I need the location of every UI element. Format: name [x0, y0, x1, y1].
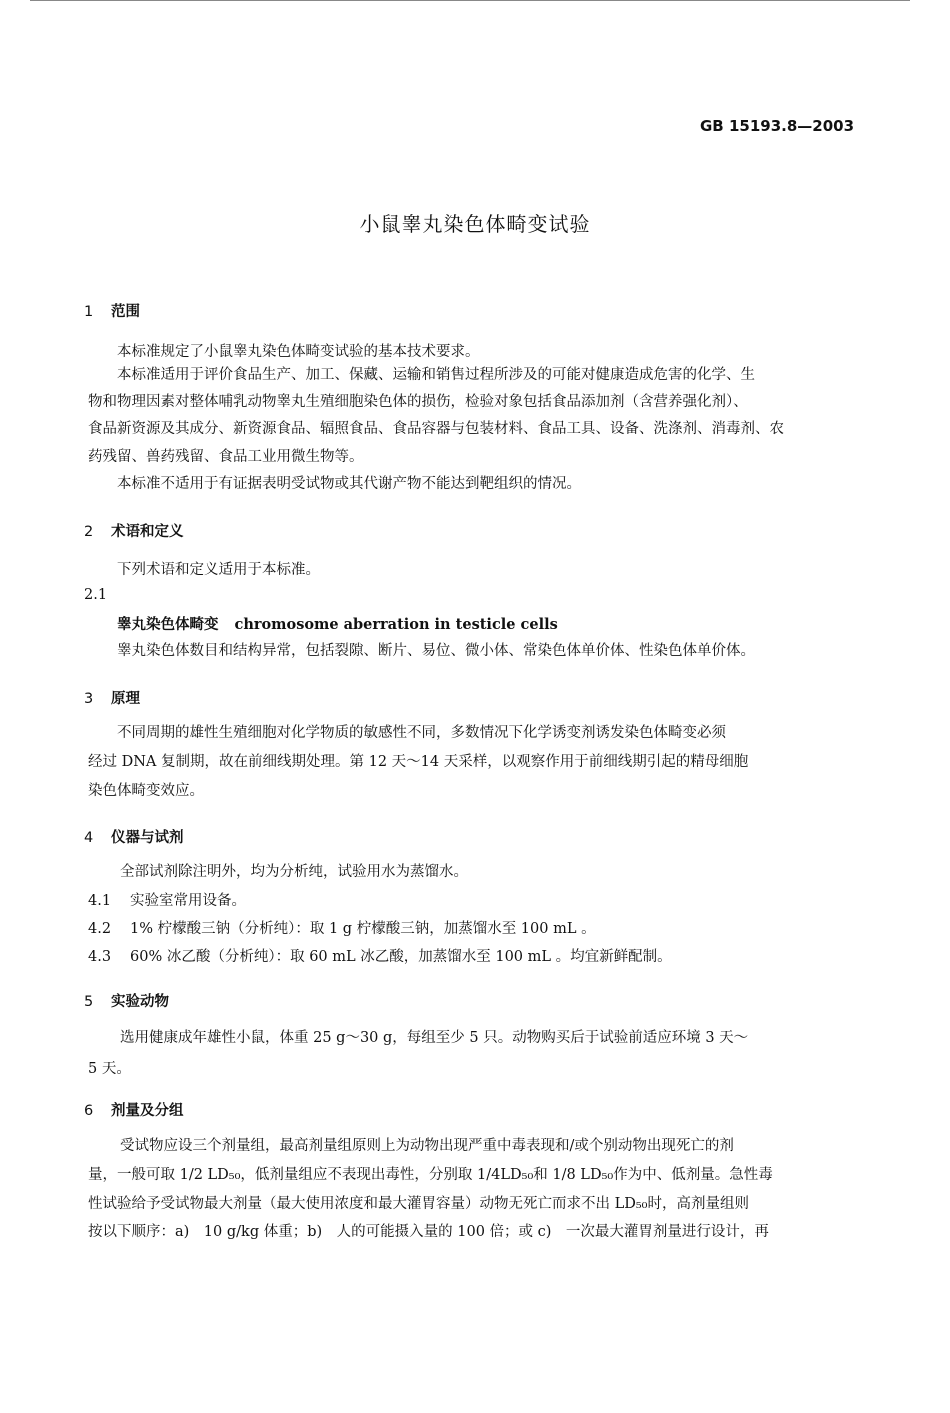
item-text: 实验室常用设备。 — [130, 893, 246, 909]
paragraph-line: 经过 DNA 复制期，故在前细线期处理。第 12 天～14 天采样，以观察作用于前细线期引起的精母细胞 — [88, 754, 749, 770]
paragraph-line: 物和物理因素对整体哺乳动物睾丸生殖细胞染色体的损伤，检验对象包括食品添加剂（含营养强化剂）、 — [88, 394, 748, 410]
scan-top-border — [30, 0, 910, 2]
document-title: 小鼠睾丸染色体畸变试验 — [359, 212, 591, 236]
section-2-heading — [84, 520, 184, 541]
section-4-heading — [84, 826, 184, 847]
term-definition: 睾丸染色体数目和结构异常，包括裂隙、断片、易位、微小体、常染色体单价体、性染色体单价体。 — [117, 643, 755, 659]
section-number: 6 — [84, 1103, 94, 1119]
paragraph-line: 本标准不适用于有证据表明受试物或其代谢产物不能达到靶组织的情况。 — [117, 476, 581, 492]
section-3-heading — [84, 687, 140, 708]
subsection-number: 2.1 — [84, 587, 108, 603]
paragraph-line: 不同周期的雄性生殖细胞对化学物质的敏感性不同，多数情况下化学诱变剂诱发染色体畸变必须 — [117, 725, 726, 741]
section-title: 实验动物 — [111, 994, 169, 1010]
section-title: 原理 — [111, 691, 140, 707]
standard-code: GB 15193.8—2003 — [700, 117, 855, 135]
item-text: 60% 冰乙酸（分析纯）：取 60 mL 冰乙酸，加蒸馏水至 100 mL 。均宜新鲜配制。 — [130, 949, 672, 965]
paragraph-line: 下列术语和定义适用于本标准。 — [117, 562, 320, 578]
term-english: chromosome aberration in testicle cells — [234, 616, 558, 633]
paragraph-line: 按以下顺序：a) 10 g/kg 体重；b) 人的可能摄入量的 100 倍；或 c) 一次最大灌胃剂量进行设计，再 — [88, 1224, 769, 1240]
term-chinese: 睾丸染色体畸变 — [117, 617, 219, 633]
section-title: 术语和定义 — [111, 524, 184, 540]
paragraph-line: 5 天。 — [88, 1061, 131, 1077]
item-number: 4.3 — [88, 949, 112, 965]
section-number: 1 — [84, 304, 94, 320]
section-title: 剂量及分组 — [111, 1103, 184, 1119]
paragraph-line: 选用健康成年雄性小鼠，体重 25 g～30 g，每组至少 5 只。动物购买后于试验前适应环境 3 天～ — [120, 1030, 749, 1046]
paragraph-line: 受试物应设三个剂量组，最高剂量组原则上为动物出现严重中毒表现和/或个别动物出现死亡的剂 — [120, 1138, 734, 1154]
list-item — [88, 889, 246, 910]
paragraph-line: 量，一般可取 1/2 LD₅₀，低剂量组应不表现出毒性，分别取 1/4LD₅₀和 1/8 LD₅₀作为中、低剂量。急性毒 — [88, 1167, 773, 1183]
section-number: 5 — [84, 994, 94, 1010]
paragraph-line: 本标准规定了小鼠睾丸染色体畸变试验的基本技术要求。 — [117, 344, 480, 360]
section-title: 范围 — [111, 304, 140, 320]
section-5-heading — [84, 990, 169, 1011]
item-number: 4.1 — [88, 893, 112, 909]
paragraph-line: 全部试剂除注明外，均为分析纯，试验用水为蒸馏水。 — [120, 864, 468, 880]
paragraph-line: 食品新资源及其成分、新资源食品、辐照食品、食品容器与包装材料、食品工具、设备、洗涤剂、消毒剂、农 — [88, 421, 784, 437]
section-1-heading — [84, 300, 140, 321]
paragraph-line: 药残留、兽药残留、食品工业用微生物等。 — [88, 449, 364, 465]
term-entry — [117, 613, 558, 634]
item-number: 4.2 — [88, 921, 112, 937]
section-number: 4 — [84, 830, 94, 846]
section-6-heading — [84, 1099, 184, 1120]
list-item — [88, 945, 672, 966]
paragraph-line: 本标准适用于评价食品生产、加工、保藏、运输和销售过程所涉及的可能对健康造成危害的化学、生 — [117, 367, 755, 383]
section-number: 2 — [84, 524, 94, 540]
paragraph-line: 染色体畸变效应。 — [88, 783, 204, 799]
section-number: 3 — [84, 691, 94, 707]
list-item — [88, 917, 596, 938]
section-title: 仪器与试剂 — [111, 830, 184, 846]
item-text: 1% 柠檬酸三钠（分析纯）：取 1 g 柠檬酸三钠，加蒸馏水至 100 mL 。 — [130, 921, 596, 937]
paragraph-line: 性试验给予受试物最大剂量（最大使用浓度和最大灌胃容量）动物无死亡而求不出 LD₅₀时，高剂量组则 — [88, 1196, 749, 1212]
